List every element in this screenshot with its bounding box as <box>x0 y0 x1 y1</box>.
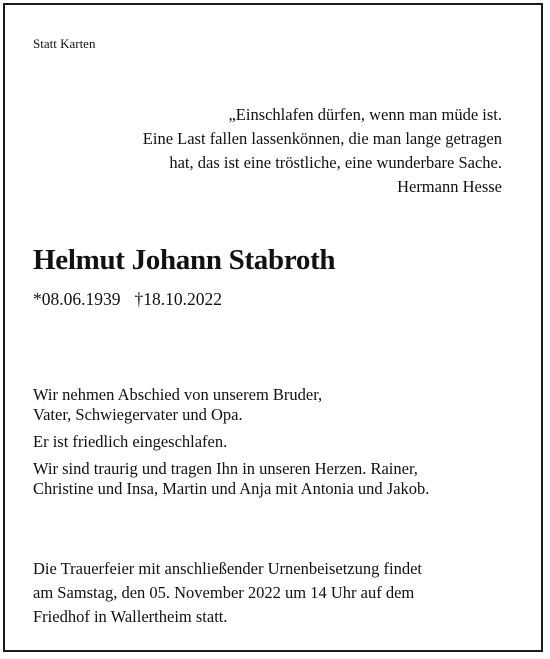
statt-karten-note: Statt Karten <box>33 36 96 51</box>
quote-line: hat, das ist eine tröstliche, eine wunderbare Sache. <box>169 153 502 172</box>
quote-line: „Einschlafen dürfen, wenn man müde ist. <box>228 105 502 124</box>
deceased-name: Helmut Johann Stabroth <box>33 244 336 276</box>
birth-date: *08.06.1939 <box>33 289 121 309</box>
message-block <box>33 385 513 506</box>
quote-line: Eine Last fallen lassenkönnen, die man lange getragen <box>142 129 502 148</box>
death-date: †18.10.2022 <box>134 289 222 309</box>
peaceful-paragraph <box>33 432 513 452</box>
farewell-line: Vater, Schwiegervater und Opa. <box>33 405 243 424</box>
ceremony-line: am Samstag, den 05. November 2022 um 14 Uhr auf dem <box>33 583 415 602</box>
notice-border <box>3 3 543 652</box>
ceremony-line: Friedhof in Wallertheim statt. <box>33 607 228 626</box>
mourners-line: Wir sind traurig und tragen Ihn in unseren Herzen. Rainer, <box>33 459 418 478</box>
farewell-paragraph <box>33 385 513 425</box>
quote-author: Hermann Hesse <box>397 177 502 196</box>
mourners-line: Christine und Insa, Martin und Anja mit Antonia und Jakob. <box>33 479 430 498</box>
mourners-paragraph <box>33 459 513 499</box>
life-dates <box>33 287 222 311</box>
quote-block <box>32 103 502 199</box>
ceremony-block <box>33 557 523 629</box>
ceremony-line: Die Trauerfeier mit anschließender Urnenbeisetzung findet <box>33 559 422 578</box>
farewell-line: Wir nehmen Abschied von unserem Bruder, <box>33 385 323 404</box>
peaceful-line: Er ist friedlich eingeschlafen. <box>33 432 228 451</box>
